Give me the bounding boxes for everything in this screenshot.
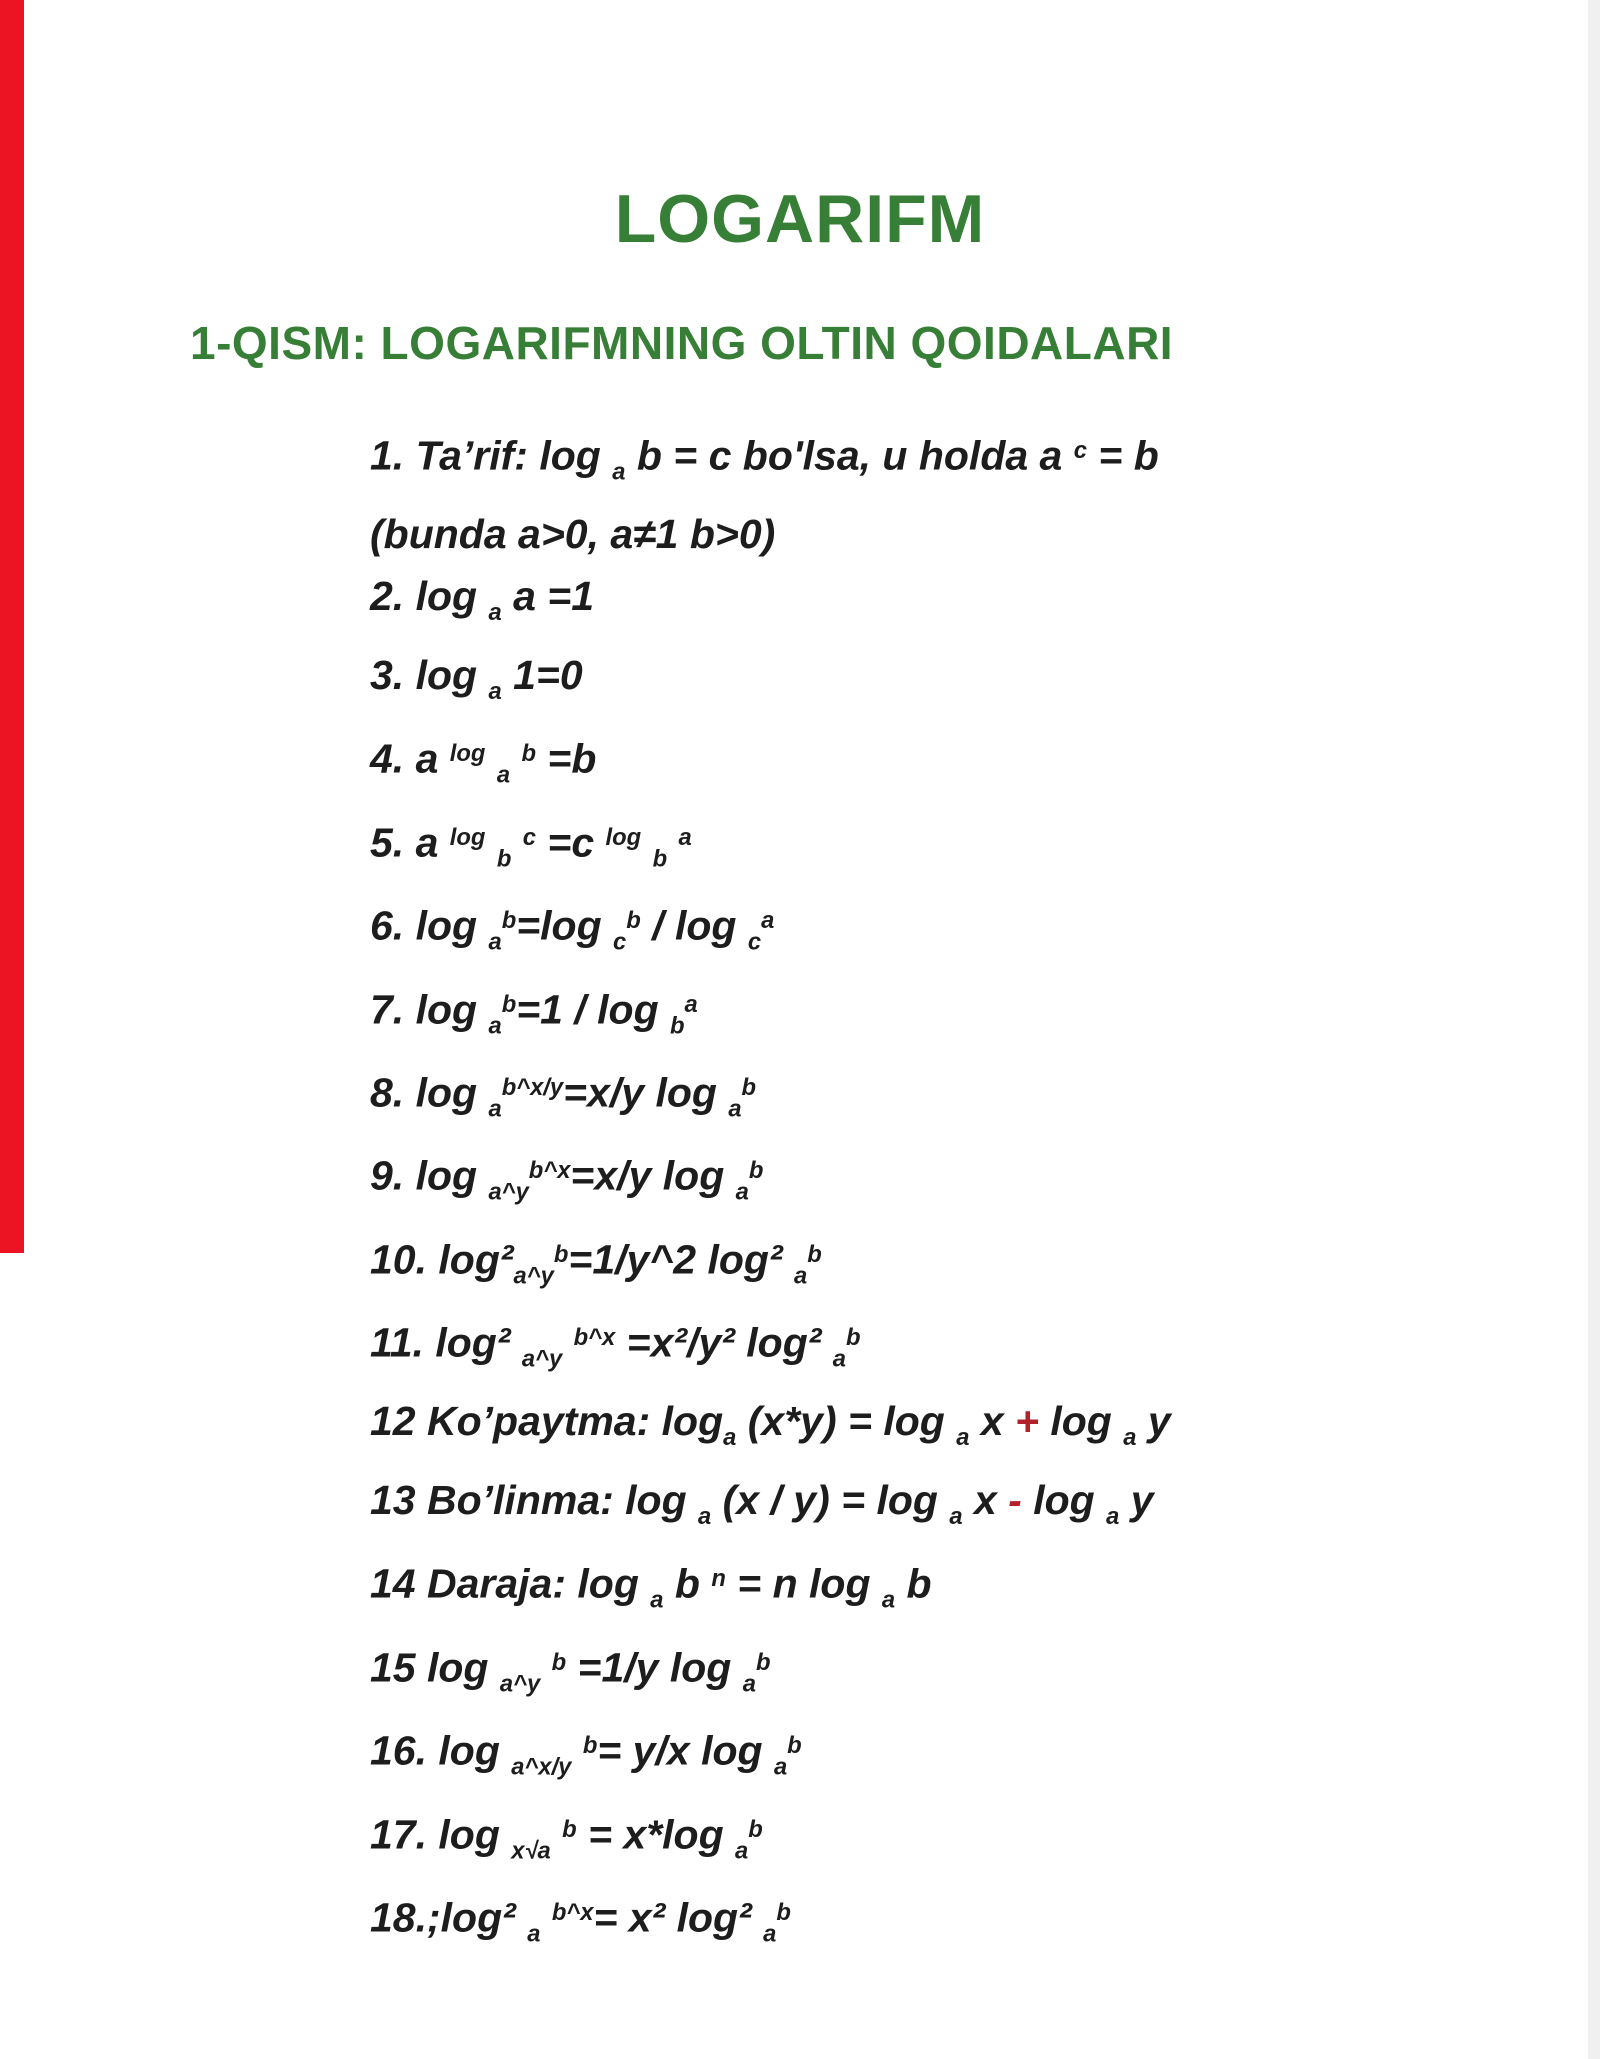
formula-line (370, 1314, 1420, 1383)
formula-segment: 1. Ta’rif: log (370, 432, 613, 479)
formula-segment (641, 819, 652, 865)
formula-segment (510, 736, 521, 782)
formula-line (370, 814, 1420, 883)
formula-line (370, 1889, 1420, 1958)
red-operator: + (1015, 1398, 1039, 1445)
formula-line (370, 1555, 1420, 1624)
formula-segment: log (449, 823, 486, 851)
formula-segment: b (807, 1240, 822, 1268)
formula-segment: = b (1086, 432, 1159, 479)
formula-segment: 9. log (370, 1152, 489, 1199)
formula-segment: a (612, 458, 626, 486)
formula-segment (485, 736, 496, 782)
formula-segment: / log (640, 902, 748, 949)
formula-segment: 11. log² (370, 1319, 522, 1366)
formula-line (370, 897, 1420, 966)
formula-segment (562, 1320, 573, 1366)
formula-segment: a (650, 1586, 664, 1614)
formula-segment: =c (535, 819, 606, 866)
formula-segment (540, 1894, 551, 1940)
formula-segment: = x*log (576, 1811, 736, 1858)
formula-segment: a (488, 678, 502, 706)
formula-segment: a (1106, 1503, 1120, 1531)
formula-segment: b (755, 1648, 771, 1676)
formula-segment: b (895, 1560, 932, 1607)
formula-segment: a (488, 599, 502, 627)
formula-segment: = n log (725, 1560, 882, 1607)
formula-line (370, 427, 1420, 496)
formula-segment: c (747, 928, 762, 956)
formula-segment: a (742, 1670, 756, 1698)
formula-segment (551, 1811, 562, 1857)
formula-segment: c (1073, 437, 1087, 464)
formula-line (370, 651, 1420, 716)
formula-segment: b^x (573, 1324, 616, 1352)
page-right-edge (1588, 0, 1600, 2059)
formula-segment: b (496, 845, 512, 873)
formula-segment: a (773, 1753, 788, 1781)
formula-segment: log (449, 740, 486, 768)
formula-segment: 15 log (370, 1644, 500, 1691)
formula-segment: a (488, 1095, 502, 1123)
formula-segment: b (741, 1073, 757, 1101)
formula-segment: = x² log² (593, 1894, 764, 1941)
formula-segment: c (613, 928, 627, 956)
formula-line (370, 1397, 1420, 1462)
formula-segment: log (1038, 1398, 1124, 1445)
formula-segment: b (748, 1815, 763, 1843)
formula-segment: =1 / log (516, 985, 671, 1032)
formula-segment: b (652, 845, 668, 873)
formula-segment: a (794, 1262, 808, 1290)
formula-segment (540, 1644, 551, 1690)
formula-segment: a (832, 1345, 847, 1373)
red-operator: - (1008, 1477, 1022, 1524)
formula-segment: =log (516, 902, 614, 949)
formula-segment: b (626, 907, 641, 935)
formula-segment: b^x (551, 1899, 594, 1927)
formula-segment: a (949, 1503, 963, 1531)
formula-segment: (x*y) = log (736, 1398, 957, 1445)
formula-segment: a (735, 1178, 749, 1206)
formula-segment: b (787, 1732, 802, 1760)
formula-line (370, 1147, 1420, 1216)
formula-segment: (bunda a>0, a≠1 b>0) (370, 511, 776, 558)
formula-segment: b^x (528, 1157, 571, 1185)
formula-segment: a (763, 1920, 777, 1948)
formula-segment: 6. log (370, 902, 489, 949)
formula-line (370, 1806, 1420, 1875)
formula-segment: 17. log (370, 1811, 512, 1858)
formula-segment: b (846, 1324, 861, 1352)
formula-segment: 1=0 (501, 652, 583, 699)
page-title: LOGARIFM (614, 181, 986, 257)
formula-segment: a (723, 1424, 737, 1452)
formula-segment: c (522, 823, 536, 851)
formula-segment: a (698, 1503, 712, 1531)
formula-line (370, 1476, 1420, 1541)
formula-segment: b (553, 1240, 569, 1268)
formula-segment: 10. log² (370, 1236, 514, 1283)
formula-segment: a (488, 928, 502, 956)
formula-segment: a (684, 990, 698, 1018)
formula-segment: a^y (499, 1670, 541, 1698)
formula-segment: a^y (488, 1178, 529, 1206)
formula-segment: a (678, 823, 692, 851)
formula-segment: a (728, 1095, 742, 1123)
formula-segment: log (605, 823, 642, 851)
formula-segment: x (962, 1477, 1009, 1524)
formula-segment: a^y (521, 1345, 563, 1373)
formula-segment: 7. log (370, 985, 489, 1032)
formula-segment: =x/y log (570, 1152, 736, 1199)
formula-line (370, 1639, 1420, 1708)
formula-segment: y (1136, 1398, 1171, 1445)
formula-segment: b (501, 990, 517, 1018)
formula-segment: b (776, 1899, 791, 1927)
formula-segment: 12 Ko’paytma: log (370, 1398, 724, 1445)
formula-segment: b (663, 1560, 712, 1607)
formula-segment (571, 1728, 582, 1774)
formula-segment: log (1021, 1477, 1107, 1524)
formula-segment: b (501, 907, 517, 935)
formula-segment: a (761, 907, 775, 935)
formula-segment (667, 819, 678, 865)
formula-segment: 5. a (370, 819, 450, 866)
formula-segment: y (1119, 1477, 1154, 1524)
formula-segment: a =1 (501, 573, 595, 620)
formula-segment: b (521, 740, 536, 768)
formula-list (370, 427, 1420, 1972)
formula-segment: =b (535, 735, 597, 782)
formula-segment: 16. log (370, 1727, 512, 1774)
formula-segment (511, 819, 522, 865)
formula-segment: a (735, 1837, 749, 1865)
formula-segment: (x / y) = log (711, 1477, 950, 1524)
formula-segment: b (748, 1157, 764, 1185)
formula-line (370, 981, 1420, 1050)
formula-line (370, 1064, 1420, 1133)
formula-segment: 4. a (370, 735, 450, 782)
formula-segment: b (551, 1648, 567, 1676)
formula-segment: =1/y^2 log² (568, 1236, 794, 1283)
formula-segment: a^x/y (511, 1753, 572, 1781)
formula-segment: 14 Daraja: log (370, 1560, 651, 1607)
formula-segment: b (670, 1011, 685, 1039)
formula-line (370, 510, 1420, 558)
formula-segment: 2. log (370, 573, 489, 620)
section-heading: 1-QISM: LOGARIFMNING OLTIN QOIDALARI (190, 317, 1174, 369)
formula-segment: n (711, 1565, 726, 1593)
formula-segment: a^y (513, 1262, 554, 1290)
formula-segment: = y/x log (597, 1727, 774, 1774)
formula-segment: a (881, 1586, 896, 1614)
formula-line (370, 572, 1420, 637)
formula-segment: a (488, 1011, 502, 1039)
formula-line (370, 1722, 1420, 1791)
formula-segment: a (1123, 1424, 1137, 1452)
formula-segment (485, 819, 496, 865)
formula-segment: 18.;log² (370, 1894, 528, 1941)
formula-segment: x√a (511, 1837, 551, 1865)
formula-segment: =1/y log (566, 1644, 743, 1691)
formula-segment: b = c bo'lsa, u holda a (625, 432, 1074, 479)
formula-segment: x (969, 1398, 1016, 1445)
formula-segment: a (496, 761, 511, 789)
formula-segment: 13 Bo’linma: log (370, 1477, 699, 1524)
formula-line (370, 1231, 1420, 1300)
formula-segment: =x²/y² log² (615, 1319, 833, 1366)
formula-segment: b (562, 1815, 577, 1843)
formula-segment: b^x/y (501, 1073, 564, 1101)
formula-line (370, 730, 1420, 799)
formula-segment: 3. log (370, 652, 489, 699)
formula-segment: =x/y log (563, 1069, 729, 1116)
formula-segment: b (582, 1732, 598, 1760)
formula-segment: a (956, 1424, 970, 1452)
formula-segment: a (527, 1920, 541, 1948)
formula-segment: 8. log (370, 1069, 489, 1116)
